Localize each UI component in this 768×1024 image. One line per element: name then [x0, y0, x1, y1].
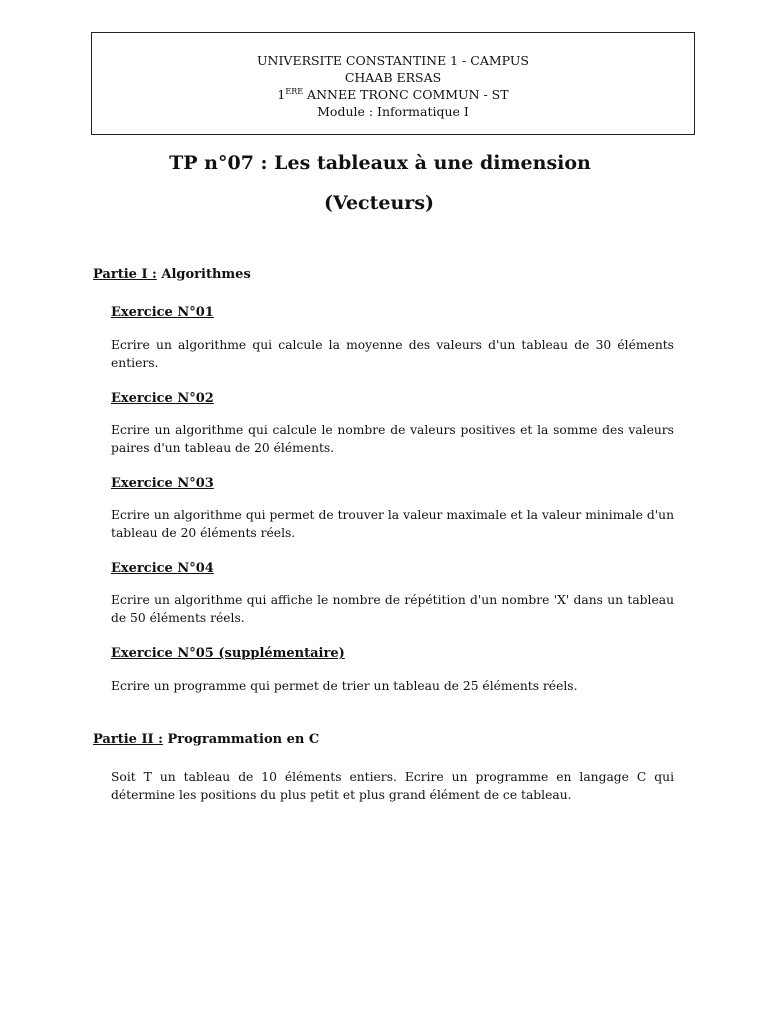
part2-label: Partie II :	[93, 732, 163, 747]
page-subtitle: (Vecteurs)	[323, 192, 435, 214]
exercise-02-text: Ecrire un algorithme qui calcule le nombre de valeurs positives et la somme des valeurs paires d'un tableau de 20 éléments.	[111, 423, 674, 455]
header-campus: CHAAB ERSAS	[344, 70, 442, 85]
exercise-04-text: Ecrire un algorithme qui affiche le nombre de répétition d'un nombre 'X' dans un tableau de 50 éléments réels.	[111, 593, 674, 625]
part1-label: Partie I :	[93, 267, 157, 282]
header-year-number: 1	[277, 87, 286, 102]
exercise-04-heading: Exercice N°04	[111, 561, 214, 576]
exercise-05-text: Ecrire un programme qui permet de trier un tableau de 25 éléments réels.	[111, 679, 578, 693]
exercise-02-heading: Exercice N°02	[111, 391, 214, 406]
header-year	[92, 86, 694, 103]
header-university: UNIVERSITE CONSTANTINE 1 - CAMPUS	[257, 53, 529, 68]
exercise-05-heading: Exercice N°05 (supplémentaire)	[111, 646, 345, 661]
header-module: Module : Informatique I	[317, 104, 469, 119]
exercise-03-text: Ecrire un algorithme qui permet de trouver la valeur maximale et la valeur minimale d'un tableau de 20 éléments réels.	[111, 508, 674, 540]
part2-title: Programmation en C	[162, 732, 320, 747]
part1-heading	[93, 267, 251, 282]
page-title: TP n°07 : Les tableaux à une dimension	[169, 152, 591, 174]
exercise-01-text: Ecrire un algorithme qui calcule la moyenne des valeurs d'un tableau de 30 éléments entiers.	[111, 338, 674, 370]
part1-title: Algorithmes	[156, 267, 251, 282]
header-box	[91, 32, 695, 135]
exercise-03-heading: Exercice N°03	[111, 476, 214, 491]
exercise-01-heading: Exercice N°01	[111, 305, 214, 320]
header-year-sup: ERE	[285, 87, 304, 96]
part2-heading	[93, 732, 319, 747]
part2-text: Soit T un tableau de 10 éléments entiers. Ecrire un programme en langage C qui détermine les positions du plus petit et plus grand élément de ce tableau.	[111, 770, 674, 802]
header-year-rest: ANNEE TRONC COMMUN - ST	[303, 87, 509, 102]
